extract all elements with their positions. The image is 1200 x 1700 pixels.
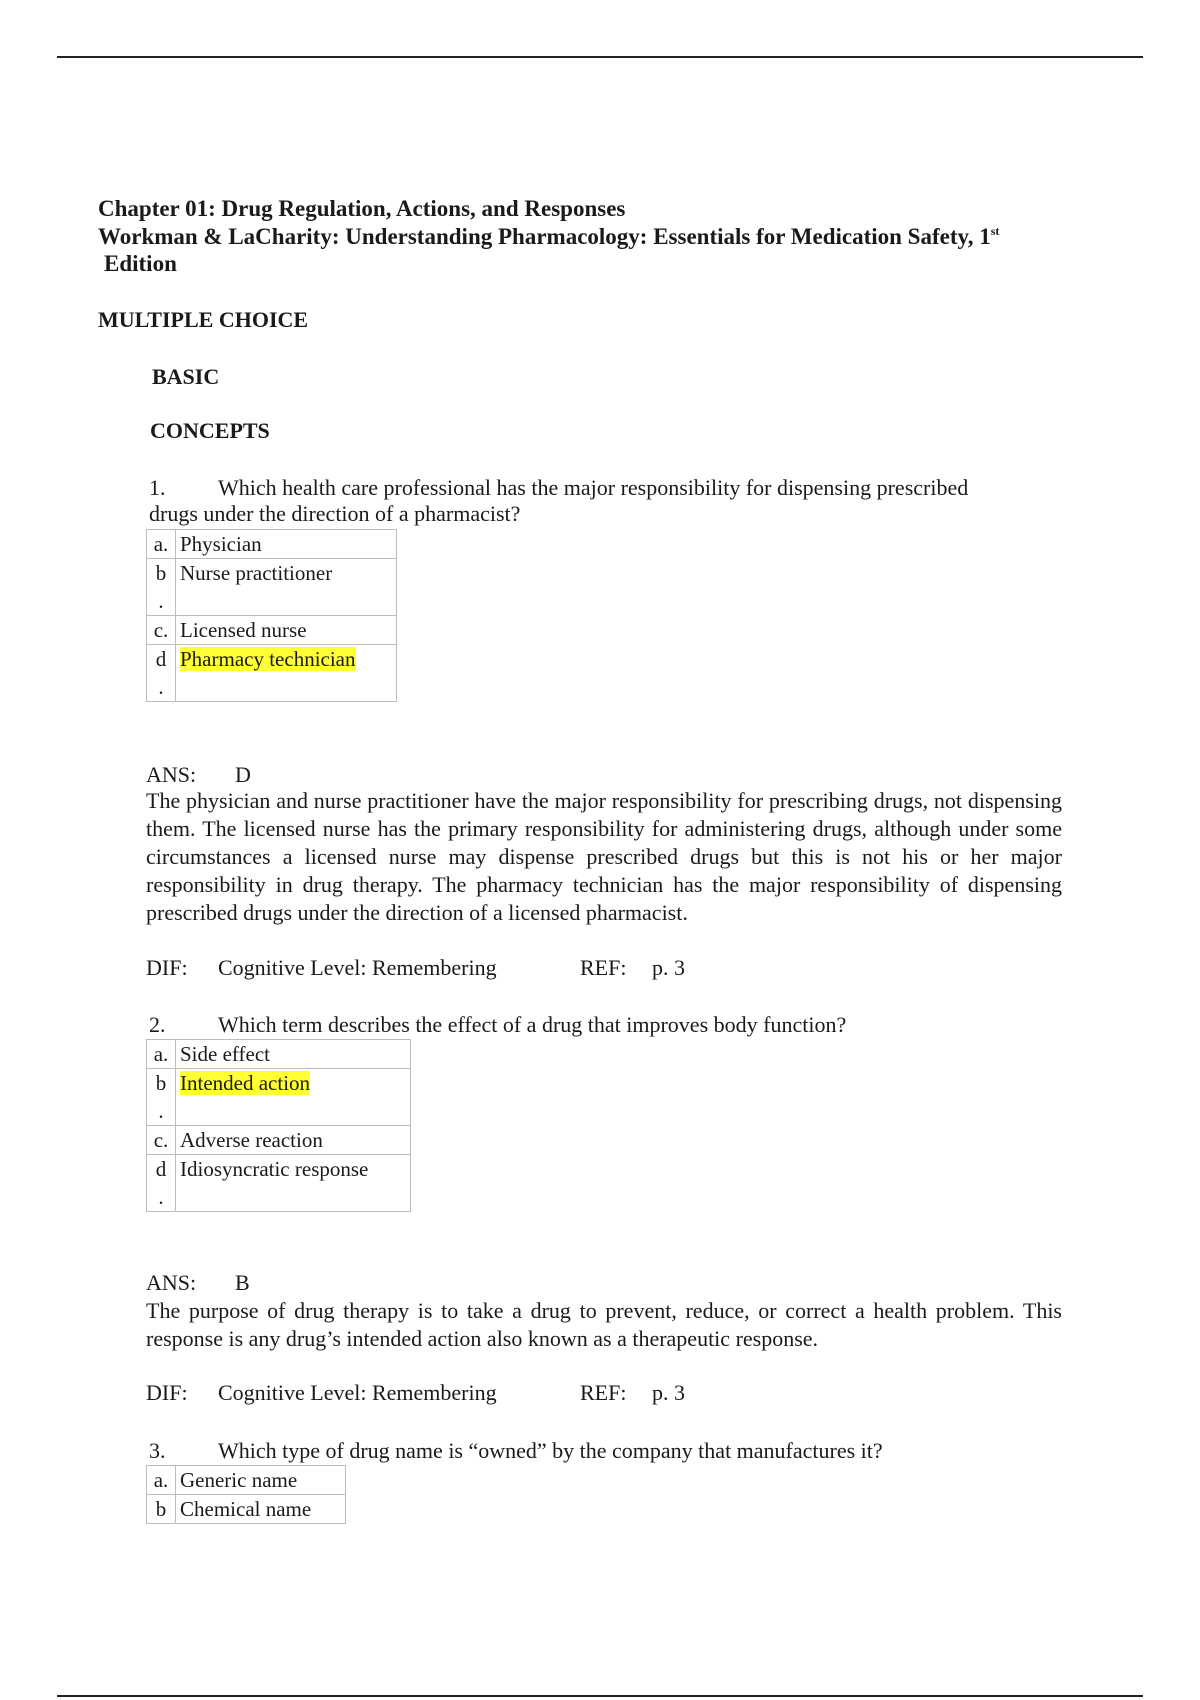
option-row[interactable] [147,1466,346,1495]
question-2-rationale: The purpose of drug therapy is to take a drug to prevent, reduce, or correct a health problem. This response is any drug’s intended action also known as a therapeutic response. [146,1298,1062,1351]
option-letter [147,1069,176,1126]
option-text-correct [176,1069,411,1126]
section-concepts: CONCEPTS [150,418,270,443]
option-text: Nurse practitioner [176,559,397,616]
question-1-rationale: The physician and nurse practitioner have the major responsibility for prescribing drugs, not dispensing them. The licensed nurse has the primary responsibility for administering drugs, although under some circumstances a licensed nurse may dispense prescribed drugs but this is not his or her major responsibility in drug therapy. The pharmacy technician has the major responsibility of dispensing prescribed drugs under the direction of a licensed pharmacist. [146,788,1062,925]
option-text: Idiosyncratic response [176,1155,411,1212]
question-text: Which term describes the effect of a drug that improves body function? [218,1012,847,1037]
question-1-options [146,529,397,702]
option-text: Physician [176,530,397,559]
question-2-stem [149,1012,846,1038]
question-text: Which health care professional has the major responsibility for dispensing prescribed [218,475,969,500]
ref-value: p. 3 [652,955,685,980]
option-letter [147,645,176,702]
dif-value: Cognitive Level: Remembering [218,955,497,980]
dif-label: DIF: [146,1380,188,1405]
question-3-options [146,1465,346,1524]
answer-value: B [235,1270,250,1295]
option-row[interactable] [147,1126,411,1155]
question-3-stem [149,1438,883,1464]
answer-label: ANS: [146,1270,197,1295]
question-number: 3. [149,1438,166,1463]
option-letter-cont: . [158,675,164,699]
option-row[interactable] [147,616,397,645]
option-row[interactable] [147,1069,411,1126]
option-row[interactable] [147,645,397,702]
question-2-answer [146,1270,250,1296]
book-title [98,224,999,250]
option-letter-main: d [155,647,167,671]
option-letter: b [147,1495,176,1524]
option-letter: c. [147,1126,176,1155]
option-letter [147,1155,176,1212]
correct-answer-highlight: Pharmacy technician [180,647,356,671]
option-letter-cont: . [158,1185,164,1209]
option-text: Side effect [176,1040,411,1069]
option-letter: a. [147,1040,176,1069]
option-text: Generic name [176,1466,346,1495]
option-letter-main: d [155,1157,167,1181]
option-letter: a. [147,530,176,559]
dif-value: Cognitive Level: Remembering [218,1380,497,1405]
option-letter [147,559,176,616]
option-row[interactable] [147,1155,411,1212]
top-rule [57,56,1143,58]
option-letter: a. [147,1466,176,1495]
question-1-stem-continued: drugs under the direction of a pharmacist? [149,501,521,526]
edition-superscript: st [990,224,1000,238]
question-1-stem [149,475,968,501]
answer-label: ANS: [146,762,197,787]
question-number: 2. [149,1012,166,1037]
option-letter-main: b [155,1071,167,1095]
option-row[interactable] [147,559,397,616]
option-letter-cont: . [158,1099,164,1123]
option-text: Licensed nurse [176,616,397,645]
section-basic: BASIC [152,364,220,389]
ref-value: p. 3 [652,1380,685,1405]
chapter-title: Chapter 01: Drug Regulation, Actions, and Responses [98,196,626,221]
question-1-answer [146,762,251,788]
option-row[interactable] [147,530,397,559]
bottom-rule [57,1695,1143,1697]
option-text: Adverse reaction [176,1126,411,1155]
dif-label: DIF: [146,955,188,980]
ref-label: REF: [580,1380,627,1405]
edition-label: Edition [104,251,177,276]
option-letter: c. [147,616,176,645]
book-title-text: Workman & LaCharity: Understanding Pharmacology: Essentials for Medication Safety, 1 [98,224,991,249]
option-text-correct [176,645,397,702]
section-multiple-choice: MULTIPLE CHOICE [98,307,309,332]
option-letter-main: b [155,561,167,585]
option-row[interactable] [147,1495,346,1524]
question-2-options [146,1039,411,1212]
option-letter-cont: . [158,589,164,613]
option-row[interactable] [147,1040,411,1069]
ref-label: REF: [580,955,627,980]
answer-value: D [235,762,251,787]
option-text: Chemical name [176,1495,346,1524]
question-number: 1. [149,475,166,500]
correct-answer-highlight: Intended action [180,1071,311,1095]
question-text: Which type of drug name is “owned” by the company that manufactures it? [218,1438,883,1463]
